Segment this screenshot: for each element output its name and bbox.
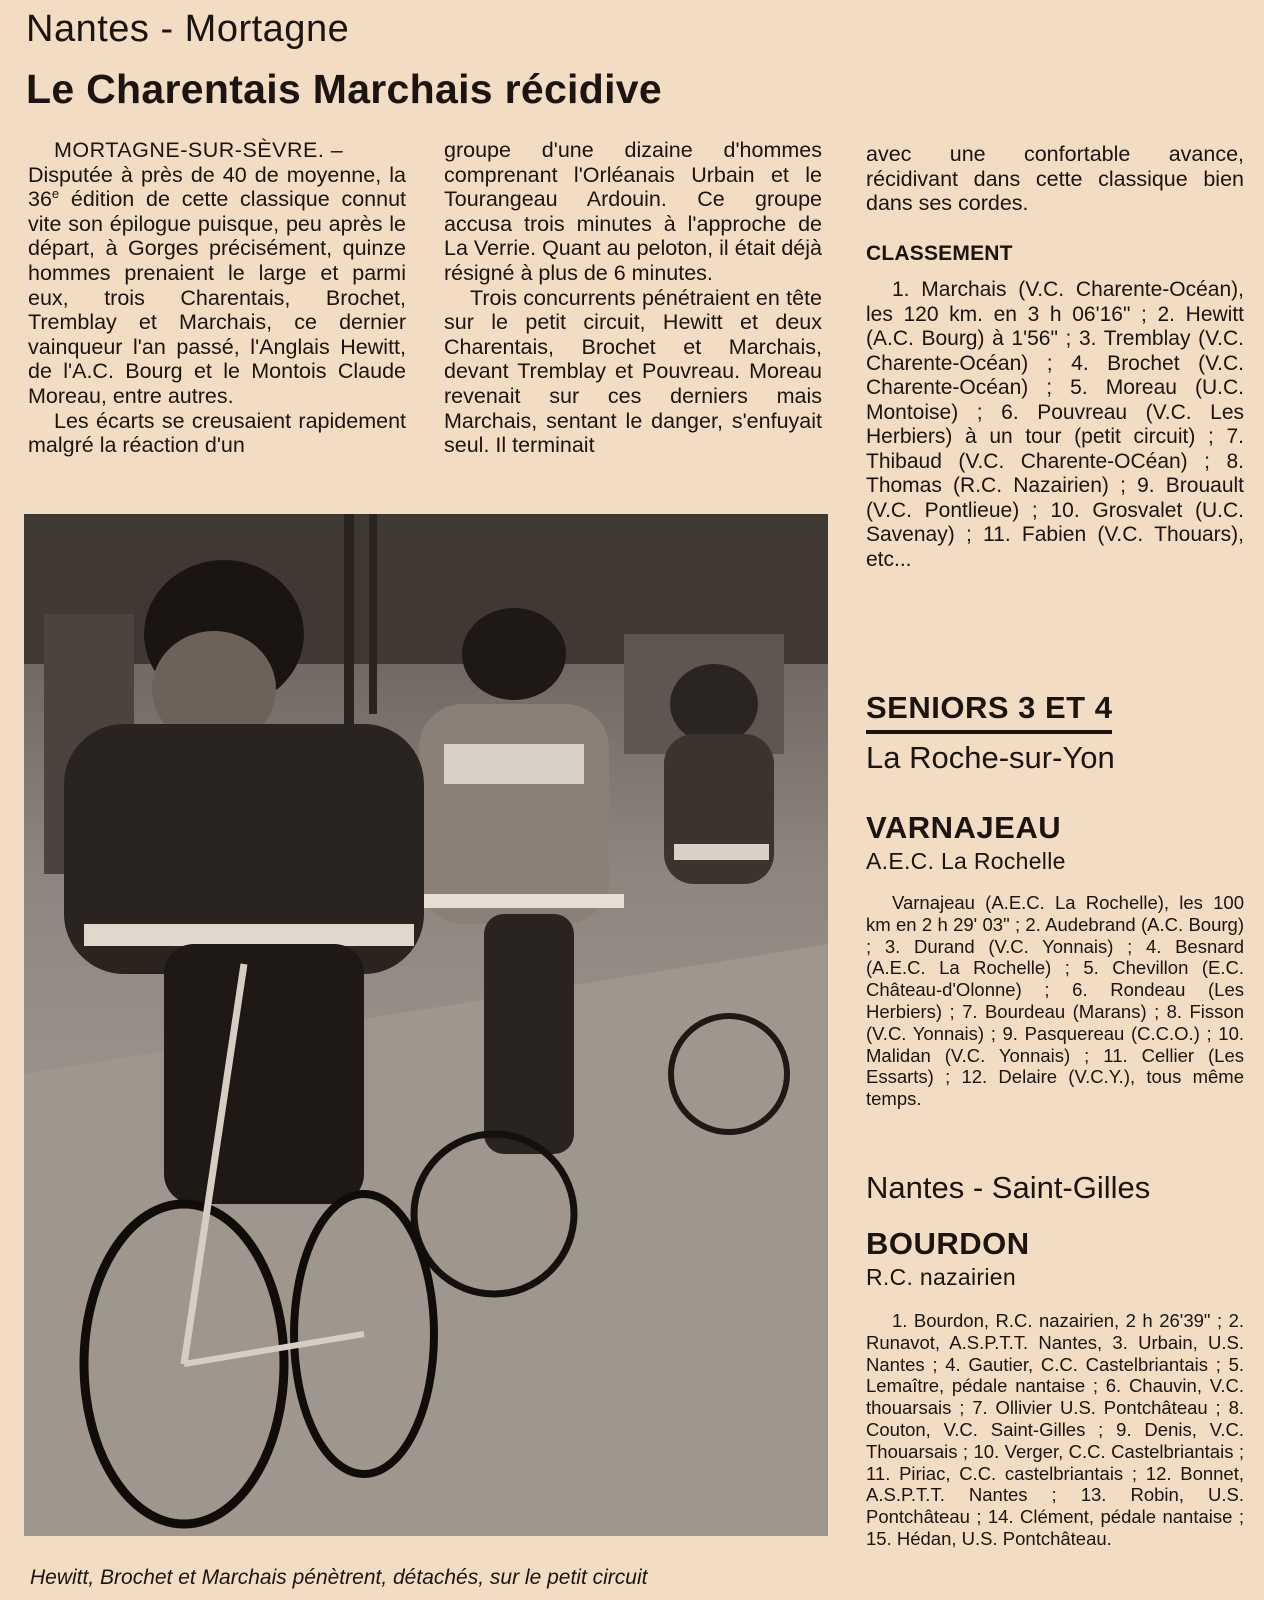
- article-headline: Le Charentais Marchais récidive: [26, 66, 662, 112]
- classement-heading: CLASSEMENT: [866, 241, 1013, 265]
- paragraph: [28, 163, 406, 409]
- race-winner: BOURDON: [866, 1226, 1030, 1261]
- paragraph: groupe d'une dizaine d'hommes comprenant l'Orléanais Urbain et le Tourangeau Ardouin. Ce groupe accusa trois minutes à l'approche de La Verrie. Quant au peloton, il était déjà résigné à plus de 6 minutes.: [444, 138, 822, 285]
- cyclists-photo-illustration: [24, 514, 828, 1536]
- race-photo: [24, 514, 828, 1536]
- photo-caption: Hewitt, Brochet et Marchais pénètrent, détachés, sur le petit circuit: [30, 1566, 648, 1589]
- paragraph: avec une confortable avance, récidivant dans cette classique bien dans ses cordes.: [866, 142, 1244, 216]
- race-results: [866, 892, 1244, 1110]
- winner-club: R.C. nazairien: [866, 1264, 1016, 1290]
- race-location: La Roche-sur-Yon: [866, 740, 1115, 775]
- winner-club: A.E.C. La Rochelle: [866, 848, 1066, 874]
- classement-results: [866, 278, 1244, 572]
- section-banner: SENIORS 3 ET 4: [866, 690, 1112, 734]
- race-winner: VARNAJEAU: [866, 810, 1062, 845]
- results-text: 1. Marchais (V.C. Charente-Océan), les 120 km. en 3 h 06'16" ; 2. Hewitt (A.C. Bourg) à 1'56" ; 3. Tremblay (V.C. Charente-Océan) ; 4. Brochet (V.C. Charente-Océan) ; 5. Moreau (U.C. Montoise) ; 6. Pouvreau (V.C. Les Herbiers) à un tour (petit circuit) ; 7. Thibaud (V.C. Charente-OCéan) ; 8. Thomas (R.C. Nazairien) ; 9. Brouault (V.C. Pontlieue) ; 10. Grosvalet (U.C. Savenay) ; 11. Fabien (V.C. Thouars), etc...: [866, 278, 1244, 571]
- paragraph: Trois concurrents pénétraient en tête sur le petit circuit, Hewitt et deux Charentais, Brochet et Marchais, devant Tremblay et Pouvreau. Moreau revenait sur ces derniers mais Marchais, sentant le danger, s'enfuyait seul. Il terminait: [444, 285, 822, 458]
- article-kicker: Nantes - Mortagne: [26, 8, 350, 50]
- article-column-2: [444, 138, 822, 458]
- text: Disputée à près de 40 de moyenne, la 36: [28, 162, 406, 212]
- paragraph: Les écarts se creusaient rapidement malgré la réaction d'un: [28, 408, 406, 458]
- superscript: e: [51, 186, 60, 202]
- dateline: MORTAGNE-SUR-SÈVRE. –: [54, 138, 344, 162]
- article-column-1: [28, 138, 406, 458]
- results-text: Varnajeau (A.E.C. La Rochelle), les 100 km en 2 h 29' 03" ; 2. Audebrand (A.C. Bourg) ; 3. Durand (V.C. Yonnais) ; 4. Besnard (A.E.C. La Rochelle) ; 5. Chevillon (E.C. Château-d'Olonne) ; 6. Rondeau (Les Herbiers) ; 7. Bourdeau (Marans) ; 8. Fisson (V.C. Yonnais) ; 9. Pasquereau (C.C.O.) ; 10. Malidan (V.C. Yonnais) ; 11. Cellier (Les Essarts) ; 12. Delaire (V.C.Y.), tous même temps.: [866, 892, 1244, 1110]
- results-text: 1. Bourdon, R.C. nazairien, 2 h 26'39" ; 2. Runavot, A.S.P.T.T. Nantes, 3. Urbain, U.S. Nantes ; 4. Gautier, C.C. Castelbriantais ; 5. Lemaître, pédale nantaise ; 6. Chauvin, V.C. thouarsais ; 7. Ollivier U.S. Pontchâteau ; 8. Couton, V.C. Saint-Gilles ; 9. Denis, V.C. Thouarsais ; 10. Verger, C.C. Castelbriantais ; 11. Piriac, C.C. castelbriantais ; 12. Bonnet, A.S.P.T.T. Nantes ; 13. Robin, U.S. Pontchâteau ; 14. Clément, pédale nantaise ; 15. Hédan, U.S. Pontchâteau.: [866, 1310, 1244, 1549]
- race-location: Nantes - Saint-Gilles: [866, 1170, 1151, 1205]
- article-column-3: [866, 142, 1244, 572]
- text: édition de cette classique connut vite son épilogue puisque, peu après le départ, à Gorges précisément, quinze hommes prenaient le large et parmi eux, trois Charentais, Brochet, Tremblay et Marchais, ce dernier vainqueur l'an passé, l'Anglais Hewitt, de l'A.C. Bourg et le Montois Claude Moreau, entre autres.: [28, 187, 406, 408]
- race-results: [866, 1310, 1244, 1550]
